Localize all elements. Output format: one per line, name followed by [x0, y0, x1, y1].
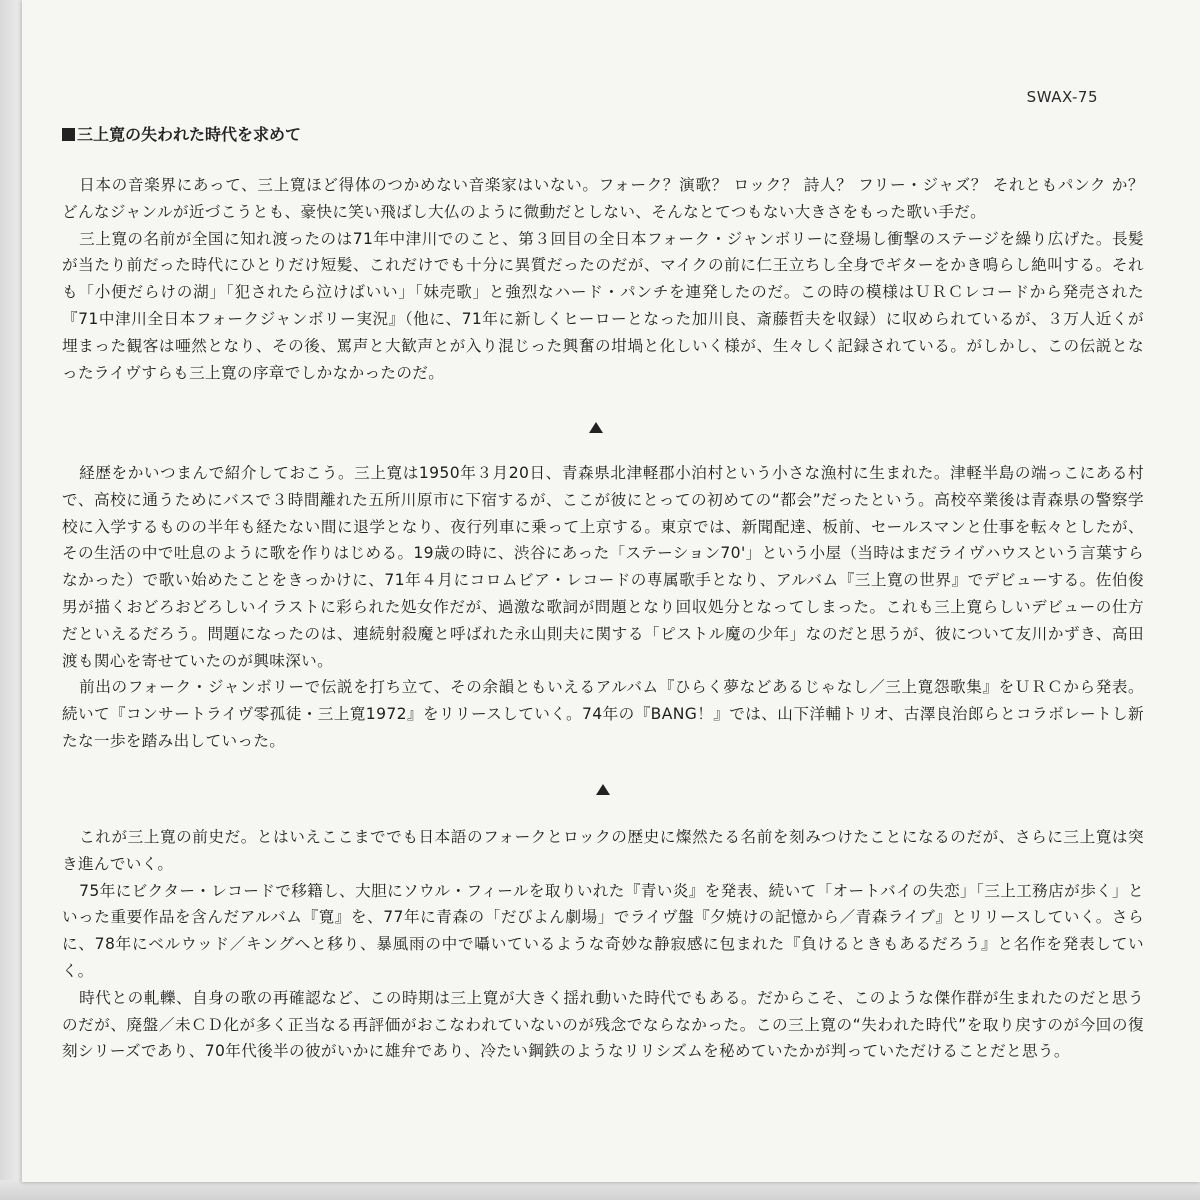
- section-heading: [62, 122, 301, 145]
- paragraph: 時代との軋轢、自身の歌の再確認など、この時期は三上寛が大きく揺れ動いた時代でもある。だからこそ、このような傑作群が生まれたのだと思うのだが、廃盤／未ＣＤ化が多く正当なる再評価がおこなわれていないのが残念でならなかった。この三上寛の“失われた時代”を取り戻すのが今回の復刻シリーズであり、70年代後半の彼がいかに雄弁であり、冷たい鋼鉄のようなリリシズムを秘めていたかが判っていただけることだと思う。: [62, 988, 1144, 1061]
- square-bullet-icon: [62, 128, 75, 141]
- triangle-divider-icon: [589, 422, 603, 433]
- catalog-number: SWAX-75: [1026, 88, 1098, 106]
- heading-text: 三上寛の失われた時代を求めて: [77, 125, 302, 144]
- section-lost-era: [62, 824, 1144, 1065]
- paragraph: 前出のフォーク・ジャンボリーで伝説を打ち立て、その余韻ともいえるアルバム『ひらく夢などあるじゃなし／三上寛怨歌集』をＵＲＣから発表。続いて『コンサートライヴ零孤徒・三上寛1972』をリリースしていく。74年の『BANG！』では、山下洋輔トリオ、古澤良治郎らとコラボレートし新たな一歩を踏み出していった。: [62, 678, 1144, 750]
- liner-notes-page: [22, 0, 1200, 1182]
- paragraph: これが三上寛の前史だ。とはいえここまででも日本語のフォークとロックの歴史に燦然たる名前を刻みつけたことになるのだが、さらに三上寛は突き進んでいく。: [62, 828, 1144, 873]
- paragraph: 経歴をかいつまんで紹介しておこう。三上寛は1950年３月20日、青森県北津軽郡小泊村という小さな漁村に生まれた。津軽半島の端っこにある村で、高校に通うためにバスで３時間離れた五所川原市に下宿するが、ここが彼にとっての初めての“都会”だったという。高校卒業後は青森県の警察学校に入学するものの半年も経たない間に退学となり、夜行列車に乗って上京する。東京では、新聞配達、板前、セールスマンと仕事を転々としたが、その生活の中で吐息のように歌を作りはじめる。19歳の時に、渋谷にあった「ステーション70'」という小屋（当時はまだライヴハウスという言葉すらなかった）で歌い始めたことをきっかけに、71年４月にコロムビア・レコードの専属歌手となり、アルバム『三上寛の世界』でデビューする。佐伯俊男が描くおどろおどろしいイラストに彩られた処女作だが、過激な歌詞が問題となり回収処分となってしまった。これも三上寛らしいデビューの仕方だといえるだろう。問題になったのは、連続射殺魔と呼ばれた永山則夫に関する「ピストル魔の少年」なのだと思うが、彼について友川かずき、高田渡も関心を寄せていたのが興味深い。: [62, 464, 1144, 670]
- backdrop-left: [0, 0, 22, 1200]
- backdrop-bottom: [0, 1180, 1200, 1200]
- paragraph: 日本の音楽界にあって、三上寛ほど得体のつかめない音楽家はいない。フォーク？演歌？ ロック？ 詩人？ フリー・ジャズ？ それともパンク か？ どんなジャンルが近づこうとも、豪快に笑い飛ばし大仏のように微動だとしない、そんなとてつもない大きさをもった歌い手だ。: [62, 176, 1144, 221]
- section-intro: [62, 172, 1144, 386]
- paragraph: 三上寛の名前が全国に知れ渡ったのは71年中津川でのこと、第３回目の全日本フォーク・ジャンボリーに登場し衝撃のステージを繰り広げた。長髪が当たり前だった時代にひとりだけ短髪、これだけでも十分に異質だったのだが、マイクの前に仁王立ちし全身でギターをかき鳴らし絶叫する。それも「小便だらけの湖」「犯されたら泣けばいい」「妹売歌」と強烈なハード・パンチを連発したのだ。この時の模様はＵＲＣレコードから発売された『71中津川全日本フォークジャンボリー実況』（他に、71年に新しくヒーローとなった加川良、斎藤哲夫を収録）に収められているが、３万人近くが埋まった観客は唖然となり、その後、罵声と大歓声とが入り混じった興奮の坩堝と化しいく様が、生々しく記録されている。がしかし、この伝説となったライヴすらも三上寛の序章でしかなかったのだ。: [62, 229, 1144, 382]
- section-biography: [62, 460, 1144, 755]
- triangle-divider-icon: [596, 784, 610, 795]
- paragraph: 75年にビクター・レコードで移籍し、大胆にソウル・フィールを取りいれた『青い炎』を発表、続いて「オートバイの失恋」「三上工務店が歩く」といった重要作品を含んだアルバム『寛』を、77年に青森の「だびよん劇場」でライヴ盤『夕焼けの記憶から／青森ライブ』とリリースしていく。さらに、78年にベルウッド／キングへと移り、暴風雨の中で囁いているような奇妙な静寂感に包まれた『負けるときもあるだろう』と名作を発表していく。: [62, 881, 1144, 980]
